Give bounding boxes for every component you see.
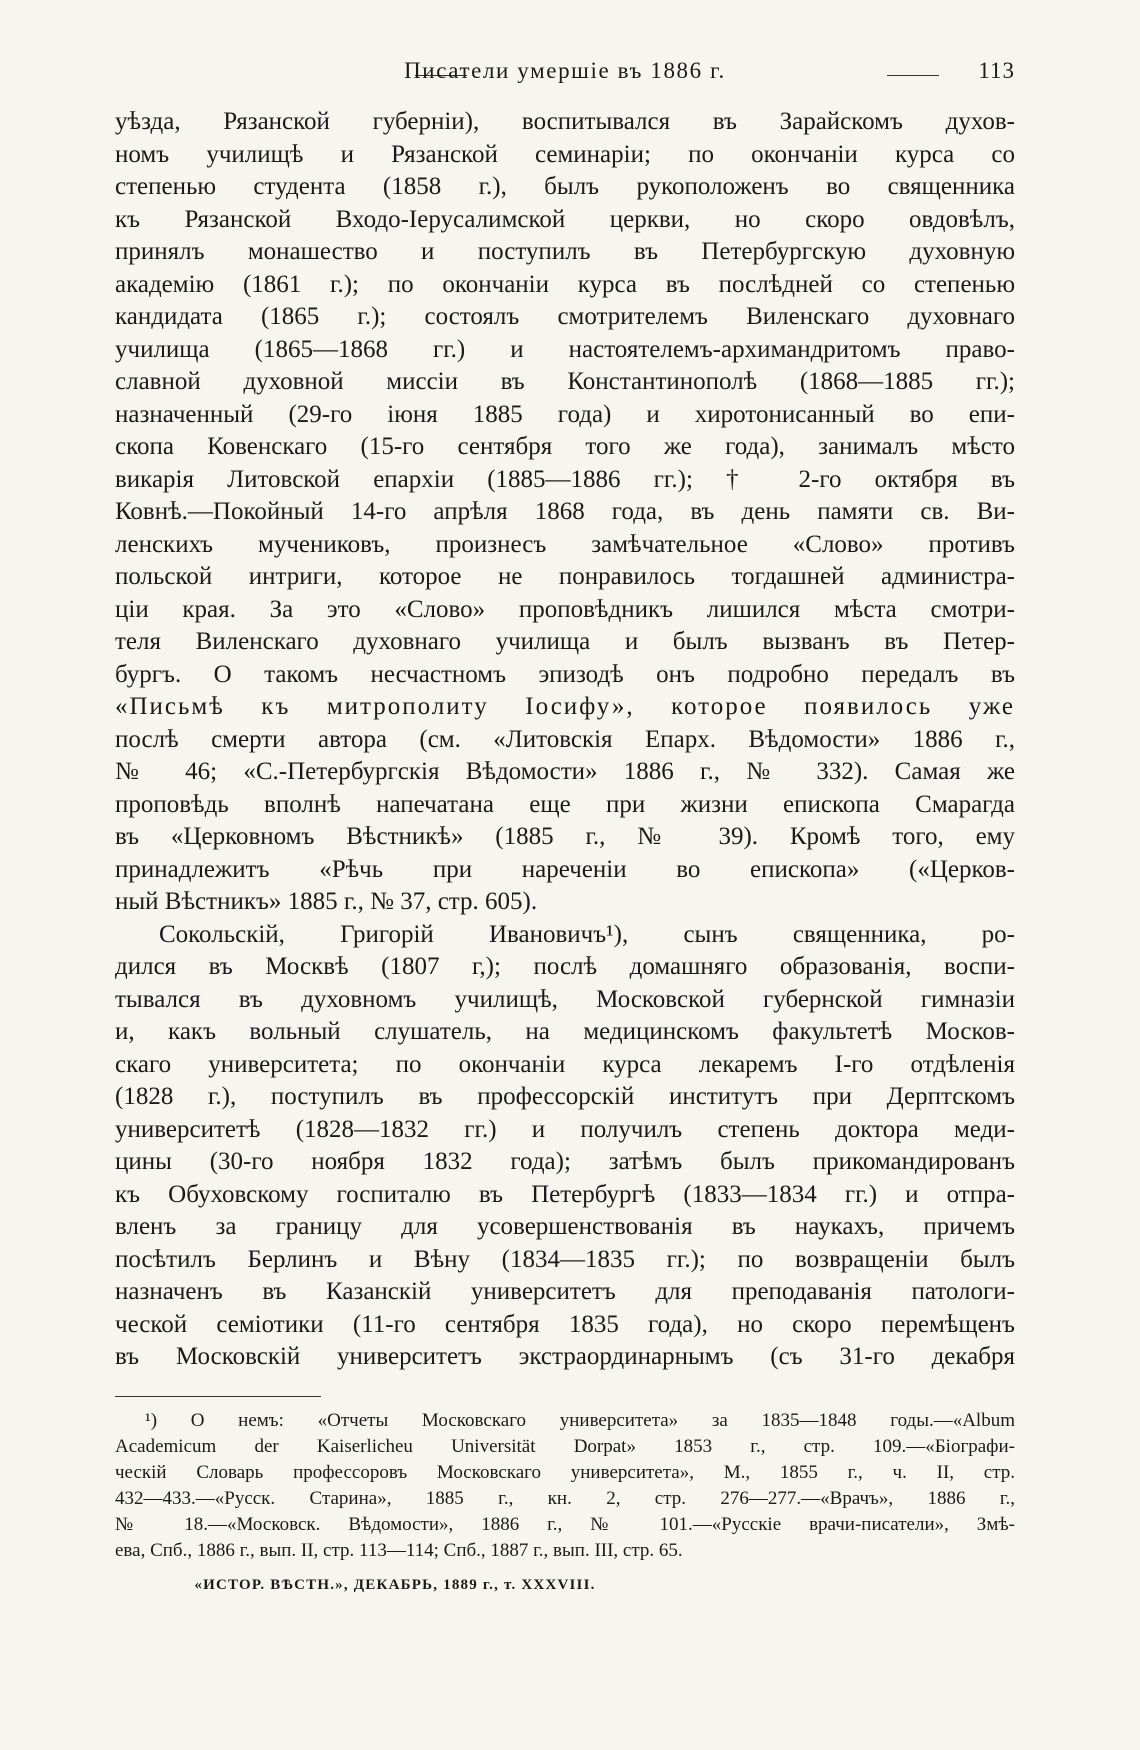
footnote-line: ева, Спб., 1886 г., вып. II, стр. 113—114; Спб., 1887 г., вып. III, стр. 65. — [115, 1540, 683, 1561]
text-line: проповѣдь вполнѣ напечатана еще при жизни епископа Смарагда — [115, 790, 1015, 818]
footnote-line: Academicum der Kaiserlicheu Universität Dorpat» 1853 г., стр. 109.—«Біографи- — [115, 1436, 1015, 1457]
text-line: въ «Церковномъ Вѣстникѣ» (1885 г., № 39). Кромѣ того, ему — [115, 823, 1015, 850]
text-line: ленскихъ мучениковъ, произнесъ замѣчательное «Слово» противъ — [115, 530, 1015, 558]
text-line: назначенъ въ Казанскій университетъ для преподаванія патологи- — [115, 1278, 1015, 1305]
footnote-line: ческій Словарь профессоровъ Московскаго университета», М., 1855 г., ч. II, стр. — [115, 1462, 1015, 1483]
text-line: назначенный (29-го іюня 1885 года) и хиротонисанный во епи- — [115, 400, 1015, 428]
text-line: славной духовной миссіи въ Константинополѣ (1868—1885 гг.); — [115, 368, 1015, 395]
text-line: «Письмѣ къ митрополиту Іосифу», которое появилось уже — [115, 693, 1015, 720]
paragraph-1 — [115, 106, 1015, 919]
text-line: и, какъ вольный слушатель, на медицинскомъ факультетѣ Москов- — [115, 1018, 1015, 1045]
text-line: ціи края. За это «Слово» проповѣдникъ лишился мѣста смотри- — [115, 595, 1015, 623]
text-line: викарія Литовской епархіи (1885—1886 гг.); † 2-го октября въ — [115, 465, 1015, 493]
body-text — [115, 106, 1015, 1374]
text-line: университетѣ (1828—1832 гг.) и получилъ степень доктора меди- — [115, 1115, 1015, 1143]
text-line: степенью студента (1858 г.), былъ рукоположенъ во священника — [115, 173, 1015, 200]
text-line: скопа Ковенскаго (15-го сентября того же года), занималъ мѣсто — [115, 433, 1015, 460]
footnote-line: 432—433.—«Русск. Старина», 1885 г., кн. 2, стр. 276—277.—«Врачъ», 1886 г., — [115, 1488, 1015, 1509]
running-head — [115, 52, 1015, 88]
text-line: Ковнѣ.—Покойный 14-го апрѣля 1868 года, въ день памяти св. Ви- — [115, 498, 1015, 525]
text-line: къ Обуховскому госпиталю въ Петербургѣ (1833—1834 гг.) и отпра- — [115, 1180, 1015, 1208]
footnote-line: ¹) О немъ: «Отчеты Московскаго университета» за 1835—1848 годы.—«Album — [145, 1410, 1015, 1431]
text-line: бургъ. О такомъ несчастномъ эпизодѣ онъ подробно передалъ въ — [115, 660, 1015, 688]
text-line: училища (1865—1868 гг.) и настоятелемъ-архимандритомъ право- — [115, 335, 1015, 363]
text-line: цины (30-го ноября 1832 года); затѣмъ былъ прикомандированъ — [115, 1148, 1015, 1175]
signature-line: «ИСТОР. ВѢСТН.», ДЕКАБРЬ, 1889 г., т. XXXVIII. — [194, 1577, 596, 1593]
text-line: ческой семіотики (11-го сентября 1835 года), но скоро перемѣщенъ — [115, 1310, 1015, 1338]
text-line: послѣ смерти автора (см. «Литовскія Епарх. Вѣдомости» 1886 г., — [115, 725, 1015, 753]
text-line: дился въ Москвѣ (1807 г,); послѣ домашняго образованія, воспи- — [115, 953, 1015, 980]
text-line: принадлежитъ «Рѣчь при нареченіи во епископа» («Церков- — [115, 855, 1015, 883]
text-line: польской интриги, которое не понравилось тогдашней администра- — [115, 563, 1015, 590]
text-line: (1828 г.), поступилъ въ профессорскій институтъ при Дерптскомъ — [115, 1083, 1015, 1110]
text-line: вленъ за границу для усовершенствованія въ наукахъ, причемъ — [115, 1213, 1015, 1240]
text-line: академію (1861 г.); по окончаніи курса въ послѣдней со степенью — [115, 270, 1015, 298]
page-number: 113 — [978, 58, 1015, 83]
text-line: уѣзда, Рязанской губерніи), воспитывался въ Зарайскомъ духов- — [115, 108, 1015, 135]
footnote-rule — [115, 1396, 321, 1397]
text-line: Сокольскій, Григорій Ивановичъ¹), сынъ священника, ро- — [159, 920, 1015, 948]
text-line: скаго университета; по окончаніи курса лекаремъ І-го отдѣленія — [115, 1050, 1015, 1078]
paragraph-2 — [115, 919, 1015, 1374]
text-line: къ Рязанской Входо-Іерусалимской церкви, но скоро овдовѣлъ, — [115, 205, 1015, 233]
text-line: № 46; «С.-Петербургскія Вѣдомости» 1886 г., № 332). Самая же — [115, 758, 1015, 785]
text-line: посѣтилъ Берлинъ и Вѣну (1834—1835 гг.); по возвращеніи былъ — [115, 1245, 1015, 1273]
text-line: тывался въ духовномъ училищѣ, Московской губернской гимназіи — [115, 985, 1015, 1013]
text-line: кандидата (1865 г.); состоялъ смотрителемъ Виленскаго духовнаго — [115, 303, 1015, 330]
text-line: въ Московскій университетъ экстраординарнымъ (съ 31-го декабря — [115, 1343, 1015, 1370]
text-line: принялъ монашество и поступилъ въ Петербургскую духовную — [115, 238, 1015, 265]
footnote — [115, 1408, 1015, 1564]
head-rule-right — [887, 75, 939, 76]
text-line: номъ училищѣ и Рязанской семинаріи; по окончаніи курса со — [115, 140, 1015, 168]
running-title: Писатели умершіе въ 1886 г. — [404, 58, 726, 83]
footnote-line: № 18.—«Московск. Вѣдомости», 1886 г., № 101.—«Русскіе врачи-писатели», Змѣ- — [115, 1514, 1015, 1535]
text-line: ный Вѣстникъ» 1885 г., № 37, стр. 605). — [115, 888, 538, 915]
text-line: теля Виленскаго духовнаго училища и былъ вызванъ въ Петер- — [115, 628, 1015, 655]
